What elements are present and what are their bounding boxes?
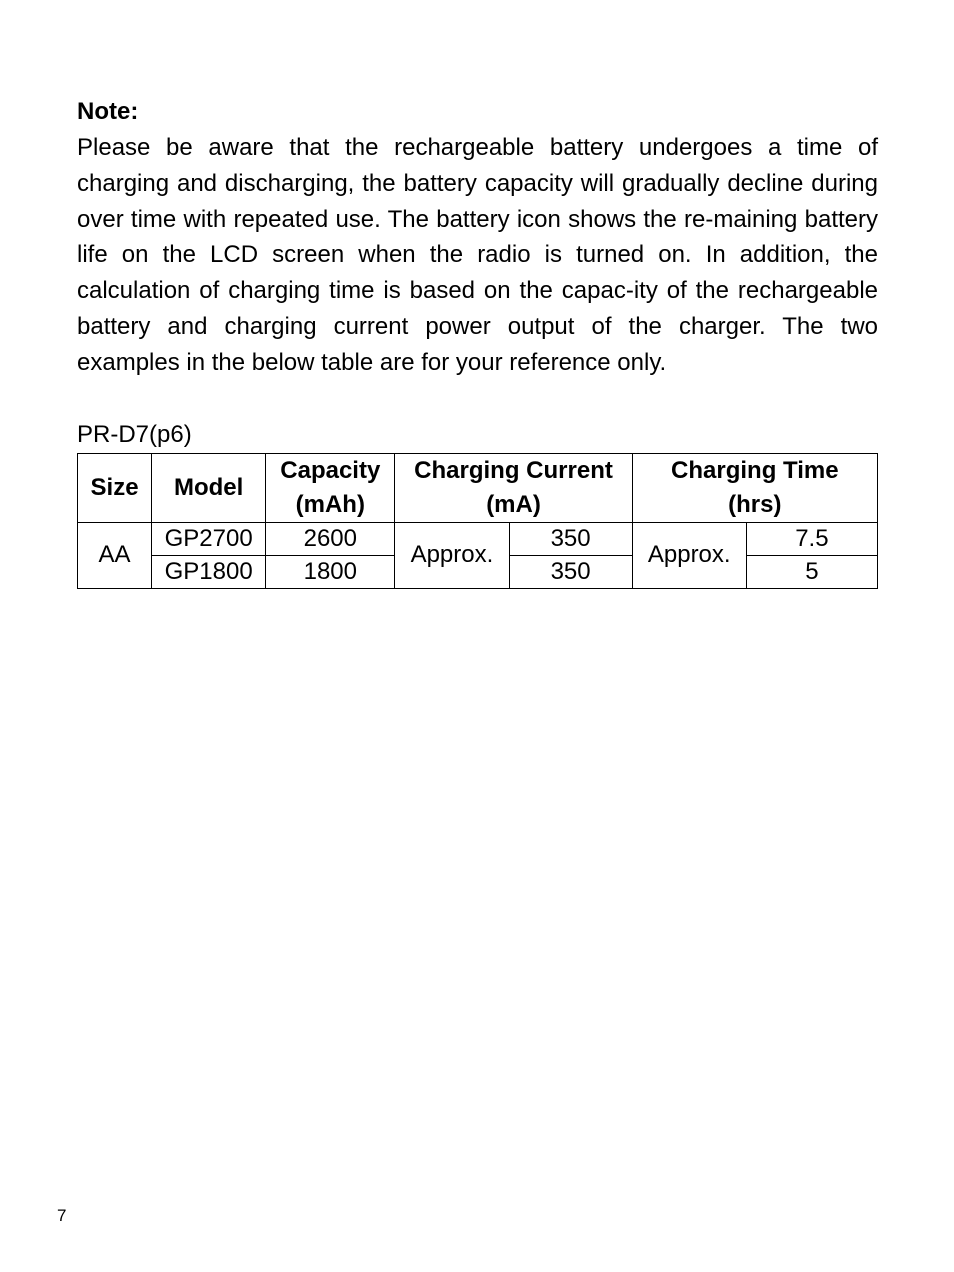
table-title: PR-D7(p6) bbox=[77, 420, 192, 448]
cell-current: 350 bbox=[509, 555, 632, 588]
page-content bbox=[77, 94, 878, 589]
header-time-unit: (hrs) bbox=[728, 490, 782, 518]
cell-size: AA bbox=[78, 522, 152, 588]
header-charging-time bbox=[632, 453, 877, 522]
cell-time: 7.5 bbox=[746, 522, 877, 555]
cell-current: 350 bbox=[509, 522, 632, 555]
header-capacity-label: Capacity bbox=[280, 456, 381, 484]
header-time-label: Charging Time bbox=[671, 456, 839, 484]
cell-model: GP2700 bbox=[152, 522, 266, 555]
header-size: Size bbox=[78, 453, 152, 522]
cell-capacity: 1800 bbox=[266, 555, 395, 588]
table-row bbox=[78, 522, 878, 555]
charging-spec-table bbox=[77, 453, 878, 589]
cell-time: 5 bbox=[746, 555, 877, 588]
cell-model: GP1800 bbox=[152, 555, 266, 588]
header-current-unit: (mA) bbox=[486, 490, 541, 518]
note-heading: Note: bbox=[77, 98, 139, 125]
note-body: Please be aware that the rechargeable battery undergoes a time of charging and discharging, the battery capacity will gradually decline during over time with repeated use. The battery icon shows the re-maining battery life on the LCD screen when the radio is turned on. In addition, the calculation of charging time is based on the capac-ity of the rechargeable battery and charging current power output of the charger. The two examples in the below table are for your reference only. bbox=[77, 134, 878, 376]
header-charging-current bbox=[395, 453, 632, 522]
table-header-row bbox=[78, 453, 878, 522]
header-model: Model bbox=[152, 453, 266, 522]
cell-capacity: 2600 bbox=[266, 522, 395, 555]
page-number: 7 bbox=[57, 1206, 67, 1225]
cell-time-approx: Approx. bbox=[632, 522, 746, 588]
cell-current-approx: Approx. bbox=[395, 522, 509, 588]
header-capacity-unit: (mAh) bbox=[295, 490, 365, 518]
header-current-label: Charging Current bbox=[414, 456, 613, 484]
header-capacity bbox=[266, 453, 395, 522]
